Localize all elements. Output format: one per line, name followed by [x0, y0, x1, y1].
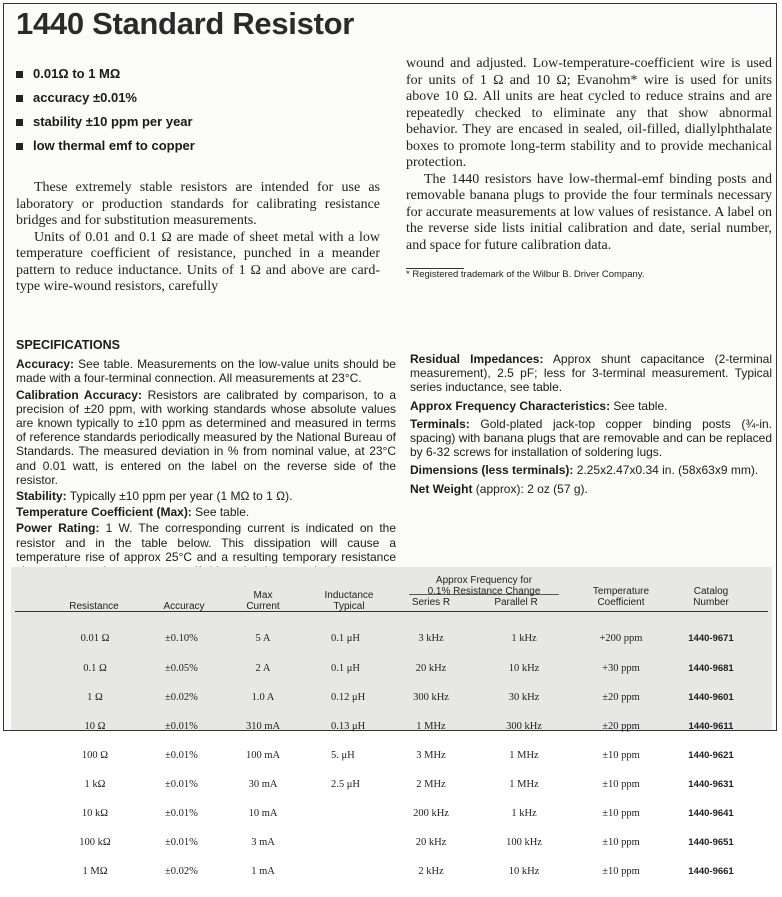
spec-dimensions-label: Dimensions (less terminals):: [410, 463, 574, 478]
table-cell: 1 Ω: [87, 691, 103, 703]
spec-stability-text: Typically ±10 ppm per year (1 MΩ to 1 Ω).: [69, 489, 293, 504]
resistor-table: [11, 567, 772, 878]
table-cell: 300 kHz: [506, 720, 542, 732]
table-cell: 1440-9621: [688, 749, 734, 761]
spec-dimensions-text: 2.25x2.47x0.34 in. (58x63x9 mm).: [576, 463, 759, 478]
table-cell: 20 kHz: [415, 837, 447, 849]
table-cell: +200 ppm: [599, 633, 643, 645]
intro-paragraph-4: The 1440 resistors have low-thermal-emf binding posts and removable banana plugs to provide the four terminals necessary for accurate measurements at low values of resistance. A label on the reverse side lists initial calibration and date, serial number, and space for future calibration data.: [406, 171, 772, 253]
header-catalog-number: Catalog Number: [693, 586, 729, 608]
spec-calibration-label: Calibration Accuracy:: [16, 387, 142, 402]
table-cell: 1 kΩ: [84, 778, 106, 790]
table-cell: 1 MHz: [509, 778, 539, 790]
table-cell: ±0.01%: [165, 807, 198, 819]
table-cell: 1 MHz: [509, 749, 539, 761]
header-temp-coefficient: Temperature Coefficient: [592, 586, 650, 608]
table-cell: 5. μH: [331, 749, 355, 761]
table-cell: ±0.01%: [165, 778, 198, 790]
header-accuracy: Accuracy: [163, 601, 205, 612]
header-max-current: Max Current: [246, 590, 280, 612]
spec-terminals-text: Gold-plated jack-top copper binding posts (¾-in. spacing) with banana plugs that are removable and can be replaced by 6-32 screws for installation of soldering lugs.: [410, 416, 772, 460]
table-cell: 5 A: [255, 633, 271, 645]
table-cell: 3 mA: [251, 837, 275, 849]
header-inductance: Inductance Typical: [324, 590, 374, 612]
spec-residual-text: Approx shunt capacitance (2-terminal measurement), 2.5 pF; less for 3-terminal measurement. Typical series inductance, see table.: [410, 352, 772, 395]
intro-paragraph-1: These extremely stable resistors are intended for use as laboratory or production standards for calibrating resistance bridges and for substitution measurements.: [16, 180, 380, 228]
table-cell: ±0.01%: [165, 837, 198, 849]
table-cell: ±10 ppm: [602, 778, 640, 790]
spec-stability: [16, 489, 396, 503]
table-cell: +30 ppm: [602, 662, 640, 674]
column-catalog-number: [675, 615, 747, 896]
table-cell: 1 MΩ: [82, 866, 108, 878]
table-cell: 0.1 Ω: [83, 662, 107, 674]
table-cell: [331, 867, 401, 877]
table-cell: 0.12 μH: [331, 691, 366, 703]
table-cell: 10 kΩ: [81, 807, 109, 819]
table-cell: ±10 ppm: [602, 807, 640, 819]
table-cell: 1 kHz: [511, 633, 537, 645]
trademark-footnote: * Registered trademark of the Wilbur B. Driver Company.: [406, 269, 645, 280]
table-cell: 2.5 μH: [331, 778, 360, 790]
intro-right-column: [406, 56, 772, 254]
table-cell: 100 kΩ: [79, 837, 111, 849]
spec-residual-label: Residual Impedances:: [410, 352, 544, 366]
intro-left-column: [16, 180, 380, 296]
spec-calibration-text: Resistors are calibrated by comparison, to a precision of ±20 ppm, with working standards whose absolute values are known typically to ±10 ppm as determined and measured in terms of reference standards periodically measured by the National Bureau of Standards. The measured deviation in % from nominal value, at 23°C and 0.01 watt, is entered on the label on the reverse side of the resistor.: [16, 387, 396, 487]
table-cell: 1440-9611: [688, 720, 734, 732]
page-title: 1440 Standard Resistor: [16, 6, 354, 41]
catalog-page: [3, 3, 777, 878]
feature-list: [16, 62, 396, 158]
spec-tempco: [16, 505, 396, 519]
spec-frequency-label: Approx Frequency Characteristics:: [410, 398, 611, 413]
table-cell: 1440-9641: [688, 807, 734, 819]
spec-dimensions: [410, 463, 772, 477]
column-accuracy: [165, 615, 235, 896]
spec-stability-label: Stability:: [16, 489, 67, 504]
table-cell: 10 kHz: [508, 662, 540, 674]
table-cell: 2 A: [255, 662, 271, 674]
table-cell: 310 mA: [245, 720, 281, 732]
spec-tempco-label: Temperature Coefficient (Max):: [16, 505, 192, 520]
spec-accuracy-label: Accuracy:: [16, 357, 75, 372]
table-cell: 1 MHz: [416, 720, 446, 732]
table-cell: ±10 ppm: [602, 749, 640, 761]
spec-accuracy-text: See table. Measurements on the low-value units should be made with a four-terminal connection. All measurements at 23°C.: [16, 357, 396, 386]
table-cell: 30 mA: [248, 778, 278, 790]
table-cell: 10 Ω: [84, 720, 106, 732]
specifications-left: [16, 338, 396, 594]
intro-paragraph-3: wound and adjusted. Low-temperature-coefficient wire is used for units of 1 Ω and 10 Ω; Evanohm* wire is used for units above 10 Ω. All units are heat cycled to reduce strains and are repeatedly checked to eliminate any that show abnormal behavior. They are encased in sealed, oil-filled, diallylphthalate boxes to promote long-term stability and to provide mechanical protection.: [406, 56, 772, 170]
table-cell: 200 kHz: [413, 807, 449, 819]
table-cell: ±0.02%: [165, 866, 198, 878]
spec-tempco-text: See table.: [195, 505, 250, 520]
table-cell: [331, 838, 401, 848]
spec-calibration: [16, 388, 396, 487]
spec-frequency: [410, 399, 772, 413]
spec-accuracy: [16, 357, 396, 385]
header-resistance: Resistance: [69, 601, 119, 612]
column-series-r: [401, 615, 461, 896]
table-cell: 0.1 μH: [331, 662, 360, 674]
table-cell: ±20 ppm: [602, 691, 640, 703]
feature-thermal-emf: low thermal emf to copper: [16, 134, 396, 158]
spec-power-text: 1 W. The corresponding current is indicated on the resistor and in the table below. This dissipation will cause a temperature rise of approx 25°C and a resulting temporary resistance: [16, 521, 396, 564]
table-cell: 1 mA: [251, 866, 275, 878]
table-cell: [331, 809, 401, 819]
table-cell: ±0.01%: [165, 749, 198, 761]
table-cell: ±0.10%: [165, 633, 198, 645]
spec-weight-text: (approx): 2 oz (57 g).: [475, 481, 588, 496]
spec-terminals-label: Terminals:: [410, 416, 470, 431]
header-frequency-group: Approx Frequency for 0.1% Resistance Change: [427, 575, 541, 597]
spec-power-label: Power Rating:: [16, 521, 100, 536]
table-cell: 1440-9631: [688, 778, 734, 790]
feature-accuracy: accuracy ±0.01%: [16, 86, 396, 110]
table-cell: ±0.02%: [165, 691, 198, 703]
table-cell: 0.13 μH: [331, 720, 366, 732]
spec-weight-label: Net Weight: [410, 481, 473, 496]
table-cell: 1.0 A: [251, 691, 275, 703]
table-cell: 300 kHz: [413, 691, 449, 703]
table-header-rule: [15, 611, 768, 612]
column-parallel-r: [489, 615, 559, 896]
table-cell: 3 MHz: [416, 749, 446, 761]
table-cell: 1440-9651: [688, 837, 734, 849]
table-cell: 1440-9601: [688, 691, 734, 703]
header-parallel-r: Parallel R: [494, 597, 538, 608]
frequency-group-rule: [409, 594, 559, 595]
table-cell: 1 kHz: [511, 807, 537, 819]
table-cell: 1440-9671: [688, 633, 734, 645]
spec-terminals: [410, 417, 772, 460]
table-cell: 3 kHz: [418, 633, 444, 645]
table-cell: 100 mA: [245, 749, 281, 761]
column-inductance: [331, 615, 401, 896]
table-cell: 30 kHz: [508, 691, 540, 703]
table-cell: 10 kHz: [508, 866, 540, 878]
feature-stability: stability ±10 ppm per year: [16, 110, 396, 134]
column-temp-coefficient: [585, 615, 657, 896]
feature-range: 0.01Ω to 1 MΩ: [16, 62, 396, 86]
spec-residual: [410, 352, 772, 395]
table-cell: ±20 ppm: [602, 720, 640, 732]
intro-paragraph-2: Units of 0.01 and 0.1 Ω are made of sheet metal with a low temperature coefficient of resistance, punched in a meander pattern to reduce inductance. Units of 1 Ω and above are card-type wire-wound resistors, carefully: [16, 229, 380, 294]
table-cell: 100 kHz: [506, 837, 542, 849]
header-series-r: Series R: [411, 597, 451, 608]
table-cell: 1440-9661: [688, 866, 734, 878]
table-cell: ±0.05%: [165, 662, 198, 674]
table-cell: 1440-9681: [688, 662, 734, 674]
spec-weight: [410, 482, 772, 496]
table-cell: 20 kHz: [415, 662, 447, 674]
spec-frequency-text: See table.: [613, 398, 668, 413]
table-cell: ±10 ppm: [602, 837, 640, 849]
specifications-right: [410, 352, 772, 500]
specifications-heading: SPECIFICATIONS: [16, 338, 120, 352]
column-max-current: [233, 615, 293, 896]
table-cell: 10 mA: [248, 807, 278, 819]
table-cell: 0.01 Ω: [80, 633, 110, 645]
table-cell: 2 kHz: [418, 866, 444, 878]
table-cell: 2 MHz: [416, 778, 446, 790]
table-cell: 0.1 μH: [331, 633, 360, 645]
column-resistance: [65, 615, 125, 896]
table-cell: ±0.01%: [165, 720, 198, 732]
table-cell: 100 Ω: [81, 749, 109, 761]
table-cell: ±10 ppm: [602, 866, 640, 878]
